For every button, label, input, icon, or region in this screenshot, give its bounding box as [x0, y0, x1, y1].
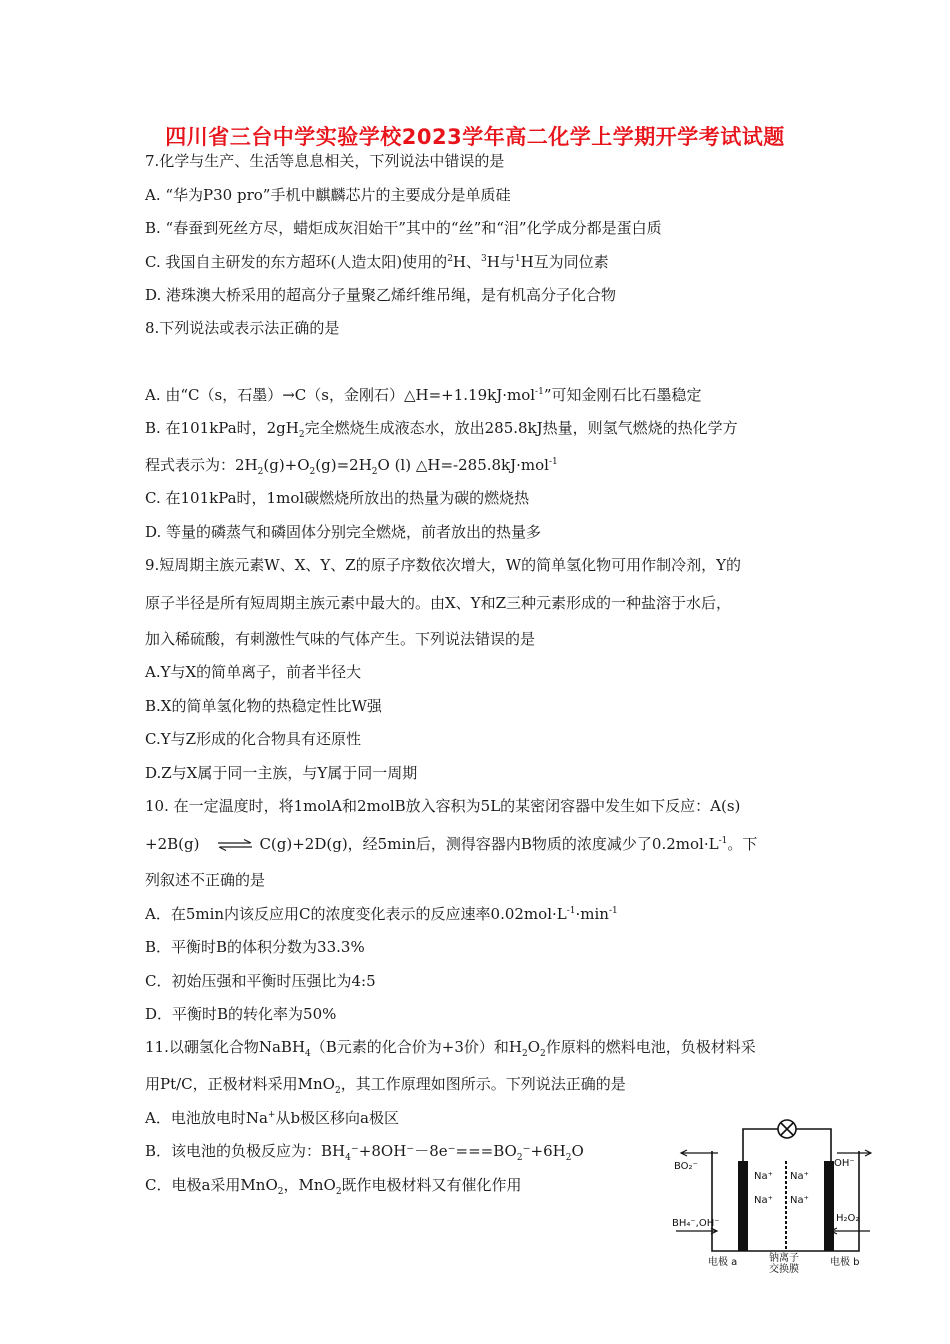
- lamp-icon: [778, 1120, 796, 1138]
- q8-option-c: C. 在101kPa时，1mol碳燃烧所放出的热量为碳的燃烧热: [145, 489, 530, 507]
- page-title: 四川省三台中学实验学校2023学年高二化学上学期开学考试试题: [165, 125, 785, 149]
- q10-stem-line2: +2B(g) C(g)+2D(g)，经5min后，测得容器内B物质的浓度减少了$0.2mol\cdot L^{-1}$。下: [145, 835, 758, 853]
- q8-option-a: A. 由“C（s，石墨）→C（s，金刚石）△H=+1.19kJ·mol$^{-1}$”可知金刚石比石墨稳定: [145, 386, 702, 404]
- na-ion-label: Na⁺: [790, 1171, 809, 1182]
- q10-stem-line3: 列叙述不正确的是: [145, 871, 266, 889]
- q10-option-d: D．平衡时B的转化率为50%: [145, 1005, 337, 1023]
- na-ion-label: Na⁺: [754, 1195, 773, 1206]
- equilibrium-arrow-icon: [217, 839, 253, 851]
- q10-option-c: C．初始压强和平衡时压强比为4:5: [145, 972, 376, 990]
- q10-option-b: B．平衡时B的体积分数为33.3%: [145, 938, 365, 956]
- bh4-oh-label: BH₄⁻,OH⁻: [672, 1218, 720, 1229]
- na-ion-label: Na⁺: [754, 1171, 773, 1182]
- q9-option-c: C.Y与Z形成的化合物具有还原性: [145, 730, 362, 748]
- oh-label: OH⁻: [834, 1158, 855, 1169]
- q11-option-a: A．电池放电时Na+从b极区移向a极区: [145, 1109, 399, 1127]
- q11-option-b: B．该电池的负极反应为：$BH_4^-+8OH^--8e^-===BO_2^-+6H_2O$: [145, 1142, 584, 1163]
- q9-option-a: A.Y与X的简单离子，前者半径大: [145, 663, 362, 681]
- q9-stem-line3: 加入稀硫酸，有刺激性气味的气体产生。下列说法错误的是: [145, 630, 536, 648]
- q11-stem-line1: 11.以硼氢化合物NaBH$_4$（B元素的化合价为+3价）和$H_2O_2$作原料的燃料电池，负极材料采: [145, 1038, 756, 1059]
- q8-stem: 8.下列说法或表示法正确的是: [145, 319, 340, 337]
- q8-option-b-line1: B. 在101kPa时，$2gH_2$完全燃烧生成液态水，放出285.8kJ热量，则氢气燃烧的热化学方: [145, 419, 738, 440]
- q7-option-a: A. “华为P30 pro”手机中麒麟芯片的主要成分是单质硅: [145, 186, 511, 204]
- membrane-label-line2: 交换膜: [769, 1264, 799, 1273]
- membrane-label-line1: 钠离子: [769, 1253, 799, 1264]
- q10-stem-line1: 10. 在一定温度时，将1molA和2molB放入容积为5L的某密闭容器中发生如下反应：A(s): [145, 797, 741, 815]
- q7-option-b: B. “春蚕到死丝方尽，蜡炬成灰泪始干”其中的“丝”和“泪”化学成分都是蛋白质: [145, 219, 662, 237]
- left-chamber-wall: [712, 1151, 738, 1251]
- q9-option-b: B.X的简单氢化物的热稳定性比W强: [145, 697, 382, 715]
- q7-stem: 7.化学与生产、生活等息息相关，下列说法中错误的是: [145, 152, 505, 170]
- fuel-cell-diagram: [672, 1113, 872, 1273]
- q8-option-d: D. 等量的磷蒸气和磷固体分别完全燃烧，前者放出的热量多: [145, 523, 542, 541]
- q11-option-c: C．电极a采用MnO$_2$，MnO$_2$既作电极材料又有催化作用: [145, 1176, 522, 1197]
- q11-stem-line2: 用Pt/C，正极材料采用MnO$_2$，其工作原理如图所示。下列说法正确的是: [145, 1075, 626, 1096]
- electrode-b: [824, 1161, 834, 1251]
- bo2-label: BO₂⁻: [674, 1161, 698, 1172]
- q7-option-c: C. 我国自主研发的东方超环(人造太阳)使用的$^2$H、$^3$H与$^1$H互为同位素: [145, 253, 609, 271]
- electrode-a-label: 电极 a: [708, 1257, 738, 1268]
- electrode-a: [738, 1161, 748, 1251]
- q7-option-d: D. 港珠澳大桥采用的超高分子量聚乙烯纤维吊绳，是有机高分子化合物: [145, 286, 617, 304]
- electrode-b-label: 电极 b: [830, 1257, 860, 1268]
- na-ion-label: Na⁺: [790, 1195, 809, 1206]
- q9-option-d: D.Z与X属于同一主族，与Y属于同一周期: [145, 764, 418, 782]
- h2o2-label: H₂O₂: [836, 1213, 860, 1224]
- q9-stem-line1: 9.短周期主族元素W、X、Y、Z的原子序数依次增大，W的简单氢化物可用作制冷剂，Y的: [145, 556, 742, 574]
- q8-option-b-line2: 程式表示为：$2H_2(g)+O_2(g)=2H_2O$ (l) △H=-285.8kJ·mol$^{-1}$: [145, 456, 558, 477]
- q9-stem-line2: 原子半径是所有短周期主族元素中最大的。由X、Y和Z三种元素形成的一种盐溶于水后，: [145, 594, 732, 612]
- q10-option-a: A．在5min内该反应用C的浓度变化表示的反应速率$0.02mol\cdot L^{-1}\cdot\min^{-1}$: [145, 905, 618, 923]
